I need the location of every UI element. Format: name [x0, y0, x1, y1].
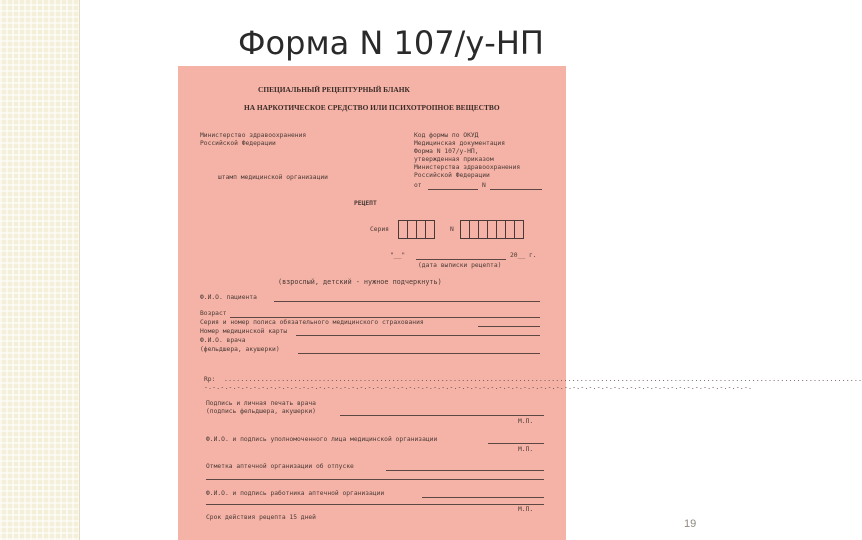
doctor-label-line1: Ф.И.О. врача [200, 337, 246, 344]
okud-line: Код формы по ОКУД [414, 132, 479, 139]
stamp-label: штамп медицинской организации [218, 174, 328, 181]
authorized-label: Ф.И.О. и подпись уполномоченного лица медицинской организации [206, 436, 438, 443]
recipe-label: РЕЦЕПТ [354, 200, 377, 207]
stamp-place-1: М.П. [518, 418, 534, 425]
okud-line: Медицинская документация [414, 140, 505, 147]
decorative-pattern-strip [0, 0, 80, 540]
order-date-line [428, 189, 478, 190]
age-label: Возраст [200, 310, 227, 317]
age-line [230, 317, 540, 318]
patient-type-label: (взрослый, детский - нужное подчеркнуть) [278, 278, 442, 286]
signature-line [340, 415, 544, 416]
slide-title: Форма N 107/у-НП [238, 24, 544, 62]
date-caption: (дата выписки рецепта) [418, 262, 502, 269]
card-line [296, 335, 540, 336]
validity-label: Срок действия рецепта 15 дней [206, 514, 316, 521]
series-boxes [398, 220, 435, 239]
ministry-line1: Министерство здравоохранения [200, 132, 307, 139]
pharmacy-mark-line-2 [206, 479, 544, 480]
rp-label: Rp: [204, 376, 216, 383]
page-number: 19 [684, 518, 697, 530]
signature-label-line2: (подпись фельдшера, акушерки) [206, 408, 316, 415]
order-from-label: от [414, 182, 422, 189]
number-boxes [460, 220, 524, 239]
pharmacy-mark-label: Отметка аптечной организации об отпуске [206, 463, 354, 470]
pharmacy-mark-line [386, 470, 544, 471]
date-day-label: "__" [390, 252, 406, 259]
card-label: Номер медицинской карты [200, 328, 288, 335]
date-month-line [416, 259, 506, 260]
doctor-label-line2: (фельдшера, акушерки) [200, 346, 280, 353]
pharmacy-worker-line-2 [206, 504, 544, 505]
okud-line: Министерства здравоохранения [414, 164, 521, 171]
form-heading-line1: СПЕЦИАЛЬНЫЙ РЕЦЕПТУРНЫЙ БЛАНК [258, 85, 410, 94]
rp-dotted-line: -.-.-.-.-.-.-.-.-.-.-.-.-.-.-.-.-.-.-.-.-.-.-.-.-.-.-.-.-.-.-.-.-.-.-.-.-.-.-.-.-.-.-.-.-.-.-.-.-.-.-.-.-.-.-.-.-.-.-.-.-.-.-.-.-.-.-. [204, 384, 753, 391]
policy-line [478, 326, 540, 327]
okud-line: утвержденная приказом [414, 156, 494, 163]
doctor-line [298, 353, 540, 354]
okud-line: Форма N 107/у-НП, [414, 148, 479, 155]
policy-label: Серия и номер полиса обязательного медицинского страхования [200, 319, 424, 326]
stamp-place-3: М.П. [518, 506, 534, 513]
number-label: N [450, 226, 454, 233]
pharmacy-worker-label: Ф.И.О. и подпись работника аптечной организации [206, 490, 385, 497]
rp-dotted-line: ............................................................................................................................................................ [224, 376, 862, 383]
patient-name-line [274, 301, 540, 302]
authorized-line [488, 443, 544, 444]
series-label: Серия [370, 226, 389, 233]
date-year-label: 20__ г. [510, 252, 537, 259]
okud-line: Российской Федерации [414, 172, 490, 179]
stamp-place-2: М.П. [518, 446, 534, 453]
order-number-line [490, 189, 542, 190]
signature-label-line1: Подпись и личная печать врача [206, 400, 316, 407]
ministry-line2: Российской Федерации [200, 140, 276, 147]
order-number-label: N [482, 182, 486, 189]
patient-name-label: Ф.И.О. пациента [200, 294, 257, 301]
pharmacy-worker-line [422, 497, 544, 498]
form-heading-line2: НА НАРКОТИЧЕСКОЕ СРЕДСТВО ИЛИ ПСИХОТРОПНОЕ ВЕЩЕСТВО [244, 103, 500, 112]
